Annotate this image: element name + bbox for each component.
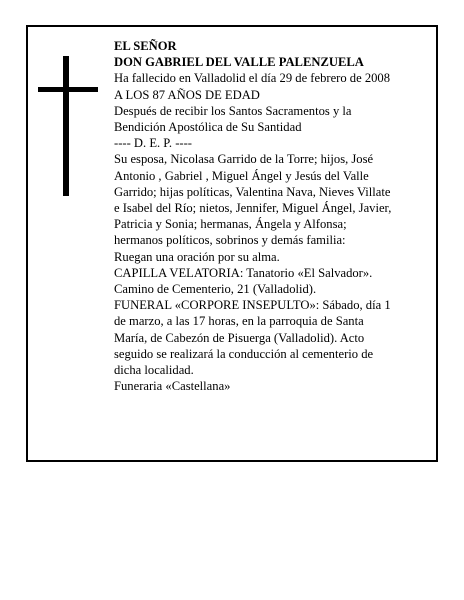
cross-horizontal-bar [38, 87, 98, 92]
obituary-text [114, 38, 420, 394]
family-line-2: Antonio , Gabriel , Miguel Ángel y Jesús del Valle [114, 168, 369, 183]
family-line-5: Patricia y Sonia; hermanas, Ángela y Alfonsa; [114, 217, 347, 232]
family-line-4: e Isabel del Río; nietos, Jennifer, Miguel Ángel, Javier, [114, 201, 392, 216]
wake-chapel-line-1: CAPILLA VELATORIA: Tanatorio «El Salvador». [114, 265, 373, 280]
deceased-title: EL SEÑOR [114, 39, 177, 53]
latin-cross-icon [38, 56, 98, 196]
sacraments-line-1: Después de recibir los Santos Sacramentos y la [114, 103, 352, 118]
funeral-line-2: de marzo, a las 17 horas, en la parroquia de Santa [114, 314, 364, 329]
wake-chapel-line-2: Camino de Cementerio, 21 (Valladolid). [114, 282, 317, 297]
funeral-line-5: dicha localidad. [114, 363, 194, 378]
family-line-1: Su esposa, Nicolasa Garrido de la Torre; hijos, José [114, 152, 374, 167]
sacraments-line-2: Bendición Apostólica de Su Santidad [114, 120, 302, 135]
prayer-request-line: Ruegan una oración por su alma. [114, 249, 280, 264]
age-line: A LOS 87 AÑOS DE EDAD [114, 87, 260, 102]
cross-vertical-bar [63, 56, 69, 196]
death-date-line: Ha fallecido en Valladolid el día 29 de febrero de 2008 [114, 71, 391, 86]
funeral-line-4: seguido se realizará la conducción al cementerio de [114, 346, 374, 361]
funeral-line-3: María, de Cabezón de Pisuerga (Valladolid). Acto [114, 330, 365, 345]
funeral-home-line: Funeraria «Castellana» [114, 379, 231, 394]
family-line-3: Garrido; hijas políticas, Valentina Nava, Nieves Villate [114, 184, 391, 199]
funeral-line-1: FUNERAL «CORPORE INSEPULTO»: Sábado, día 1 [114, 298, 391, 313]
family-line-6: hermanos políticos, sobrinos y demás familia: [114, 233, 346, 248]
deceased-name: DON GABRIEL DEL VALLE PALENZUELA [114, 55, 364, 70]
rip-line: ---- D. E. P. ---- [114, 136, 192, 151]
